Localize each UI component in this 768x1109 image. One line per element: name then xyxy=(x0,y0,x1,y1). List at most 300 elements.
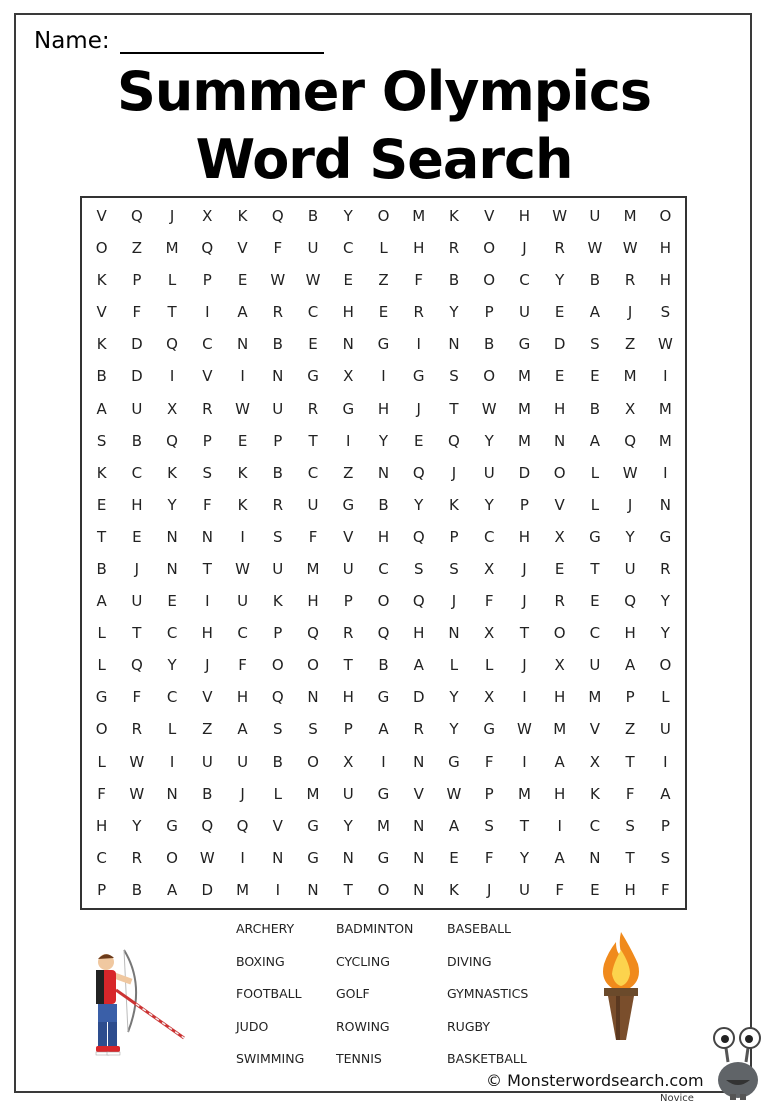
grid-letter[interactable]: J xyxy=(522,592,527,611)
grid-letter[interactable]: U xyxy=(131,399,143,418)
grid-letter[interactable]: O xyxy=(553,624,566,643)
grid-letter[interactable]: B xyxy=(484,335,495,354)
grid-letter[interactable]: P xyxy=(625,688,635,707)
grid-letter[interactable]: H xyxy=(342,303,354,322)
grid-letter[interactable]: R xyxy=(202,399,213,418)
grid-letter[interactable]: T xyxy=(519,624,530,643)
grid-letter[interactable]: N xyxy=(554,431,566,450)
grid-letter[interactable]: Y xyxy=(167,495,177,514)
grid-letter[interactable]: N xyxy=(413,752,425,771)
grid-letter[interactable]: C xyxy=(378,560,389,579)
grid-letter[interactable]: U xyxy=(131,592,143,611)
grid-letter[interactable]: C xyxy=(307,463,319,482)
grid-letter[interactable]: L xyxy=(97,752,106,771)
grid-letter[interactable]: A xyxy=(96,399,107,418)
grid-letter[interactable]: Y xyxy=(484,431,494,450)
grid-letter[interactable]: P xyxy=(97,880,107,899)
grid-letter[interactable]: Y xyxy=(414,495,424,514)
grid-letter[interactable]: C xyxy=(202,335,213,354)
grid-letter[interactable]: I xyxy=(275,880,280,899)
grid-letter[interactable]: Z xyxy=(343,463,354,482)
grid-letter[interactable]: X xyxy=(624,399,636,418)
grid-letter[interactable]: Q xyxy=(624,592,637,611)
grid-letter[interactable]: S xyxy=(484,816,494,835)
grid-letter[interactable]: D xyxy=(131,335,143,354)
grid-letter[interactable]: L xyxy=(485,656,494,675)
grid-letter[interactable]: X xyxy=(484,688,495,707)
grid-letter[interactable]: F xyxy=(484,592,494,611)
grid-letter[interactable]: I xyxy=(557,816,562,835)
grid-letter[interactable]: K xyxy=(237,495,248,514)
grid-letter[interactable]: L xyxy=(273,784,282,803)
grid-letter[interactable]: I xyxy=(240,527,245,546)
grid-letter[interactable]: Y xyxy=(167,656,177,675)
grid-letter[interactable]: Y xyxy=(660,592,670,611)
grid-letter[interactable]: N xyxy=(166,784,178,803)
grid-letter[interactable]: K xyxy=(272,592,283,611)
grid-letter[interactable]: V xyxy=(202,688,213,707)
grid-letter[interactable]: A xyxy=(589,431,601,450)
grid-letter[interactable]: O xyxy=(377,592,390,611)
grid-letter[interactable]: W xyxy=(552,207,568,226)
grid-letter[interactable]: V xyxy=(484,207,495,226)
grid-letter[interactable]: S xyxy=(273,720,283,739)
grid-letter[interactable]: U xyxy=(272,399,284,418)
grid-letter[interactable]: G xyxy=(307,848,319,867)
grid-letter[interactable]: J xyxy=(522,239,527,258)
grid-letter[interactable]: W xyxy=(235,399,250,418)
grid-letter[interactable]: N xyxy=(413,880,425,899)
grid-letter[interactable]: L xyxy=(661,688,670,707)
grid-letter[interactable]: W xyxy=(587,239,603,258)
grid-letter[interactable]: I xyxy=(346,431,351,450)
grid-letter[interactable]: E xyxy=(590,367,600,386)
grid-letter[interactable]: S xyxy=(273,527,283,546)
grid-letter[interactable]: M xyxy=(517,399,531,418)
grid-letter[interactable]: Z xyxy=(378,271,389,290)
grid-letter[interactable]: F xyxy=(132,688,142,707)
grid-letter[interactable]: E xyxy=(343,271,353,290)
grid-letter[interactable]: K xyxy=(449,880,459,899)
grid-letter[interactable]: R xyxy=(272,303,283,322)
grid-letter[interactable]: R xyxy=(272,495,283,514)
grid-letter[interactable]: M xyxy=(553,720,567,739)
grid-letter[interactable]: H xyxy=(518,527,531,546)
grid-letter[interactable]: E xyxy=(96,495,107,514)
grid-letter[interactable]: N xyxy=(448,335,460,354)
grid-letter[interactable]: Y xyxy=(132,816,142,835)
grid-letter[interactable]: N xyxy=(236,335,249,354)
grid-letter[interactable]: S xyxy=(625,816,635,835)
grid-letter[interactable]: Y xyxy=(449,720,459,739)
grid-letter[interactable]: V xyxy=(96,303,107,322)
grid-letter[interactable]: U xyxy=(307,239,319,258)
grid-letter[interactable]: Y xyxy=(343,816,353,835)
grid-letter[interactable]: O xyxy=(307,752,319,771)
grid-letter[interactable]: Q xyxy=(130,656,143,675)
grid-letter[interactable]: G xyxy=(518,335,531,354)
grid-letter[interactable]: Q xyxy=(271,207,284,226)
grid-letter[interactable]: K xyxy=(237,207,248,226)
grid-letter[interactable]: I xyxy=(240,367,245,386)
grid-letter[interactable]: F xyxy=(238,656,247,675)
grid-letter[interactable]: C xyxy=(589,624,601,643)
grid-letter[interactable]: B xyxy=(589,271,601,290)
grid-letter[interactable]: C xyxy=(237,624,248,643)
grid-letter[interactable]: G xyxy=(307,367,319,386)
grid-letter[interactable]: E xyxy=(554,560,565,579)
grid-letter[interactable]: Q xyxy=(624,431,637,450)
grid-letter[interactable]: Y xyxy=(343,207,353,226)
grid-letter[interactable]: P xyxy=(273,624,283,643)
grid-letter[interactable]: H xyxy=(342,688,354,707)
grid-letter[interactable]: O xyxy=(377,880,390,899)
grid-letter[interactable]: R xyxy=(413,303,424,322)
grid-letter[interactable]: B xyxy=(131,431,142,450)
grid-letter[interactable]: B xyxy=(272,463,283,482)
grid-letter[interactable]: C xyxy=(483,527,495,546)
grid-letter[interactable]: K xyxy=(96,271,107,290)
grid-letter[interactable]: I xyxy=(381,752,386,771)
grid-letter[interactable]: C xyxy=(307,303,319,322)
grid-letter[interactable]: C xyxy=(589,816,601,835)
grid-letter[interactable]: Z xyxy=(624,720,636,739)
grid-letter[interactable]: Q xyxy=(412,592,425,611)
grid-letter[interactable]: K xyxy=(237,463,248,482)
grid-letter[interactable]: Q xyxy=(201,239,214,258)
grid-letter[interactable]: H xyxy=(201,624,213,643)
grid-letter[interactable]: H xyxy=(377,399,390,418)
grid-letter[interactable]: M xyxy=(623,207,637,226)
grid-letter[interactable]: Q xyxy=(271,688,284,707)
grid-letter[interactable]: O xyxy=(307,656,319,675)
grid-letter[interactable]: E xyxy=(237,431,248,450)
grid-letter[interactable]: H xyxy=(413,239,425,258)
grid-letter[interactable]: U xyxy=(589,656,601,675)
grid-letter[interactable]: N xyxy=(201,527,213,546)
grid-letter[interactable]: N xyxy=(272,367,284,386)
grid-letter[interactable]: H xyxy=(95,816,108,835)
grid-letter[interactable]: R xyxy=(307,399,319,418)
grid-letter[interactable]: X xyxy=(343,367,354,386)
grid-letter[interactable]: P xyxy=(343,592,353,611)
grid-letter[interactable]: Y xyxy=(660,624,670,643)
grid-letter[interactable]: H xyxy=(554,688,566,707)
grid-letter[interactable]: B xyxy=(272,752,283,771)
grid-letter[interactable]: Z xyxy=(624,335,636,354)
grid-letter[interactable]: J xyxy=(627,303,633,322)
grid-letter[interactable]: A xyxy=(378,720,389,739)
grid-letter[interactable]: E xyxy=(449,848,459,867)
grid-letter[interactable]: A xyxy=(554,752,565,771)
grid-letter[interactable]: F xyxy=(414,271,424,290)
grid-letter[interactable]: C xyxy=(343,239,354,258)
grid-letter[interactable]: I xyxy=(522,688,527,707)
grid-letter[interactable]: N xyxy=(377,463,390,482)
grid-letter[interactable]: M xyxy=(588,688,602,707)
grid-letter[interactable]: P xyxy=(343,720,353,739)
grid-letter[interactable]: A xyxy=(237,303,248,322)
grid-letter[interactable]: C xyxy=(96,848,107,867)
grid-letter[interactable]: X xyxy=(166,399,178,418)
grid-letter[interactable]: P xyxy=(484,784,494,803)
grid-letter[interactable]: V xyxy=(96,207,107,226)
grid-letter[interactable]: F xyxy=(132,303,142,322)
grid-letter[interactable]: W xyxy=(305,271,321,290)
grid-letter[interactable]: B xyxy=(378,495,389,514)
grid-letter[interactable]: V xyxy=(343,527,354,546)
grid-letter[interactable]: R xyxy=(343,624,354,643)
grid-letter[interactable]: E xyxy=(590,880,600,899)
grid-letter[interactable]: L xyxy=(97,656,106,675)
grid-letter[interactable]: G xyxy=(412,367,425,386)
grid-letter[interactable]: P xyxy=(273,431,283,450)
grid-letter[interactable]: M xyxy=(517,367,531,386)
grid-letter[interactable]: Q xyxy=(201,816,214,835)
grid-letter[interactable]: U xyxy=(307,495,319,514)
grid-letter[interactable]: O xyxy=(377,207,390,226)
grid-letter[interactable]: Q xyxy=(377,624,390,643)
grid-letter[interactable]: H xyxy=(413,624,425,643)
grid-letter[interactable]: M xyxy=(658,399,672,418)
grid-letter[interactable]: O xyxy=(483,271,496,290)
grid-letter[interactable]: A xyxy=(237,720,248,739)
grid-letter[interactable]: T xyxy=(343,880,353,899)
grid-letter[interactable]: U xyxy=(237,752,249,771)
grid-letter[interactable]: Z xyxy=(202,720,213,739)
grid-letter[interactable]: O xyxy=(659,656,672,675)
grid-letter[interactable]: H xyxy=(624,880,636,899)
grid-letter[interactable]: H xyxy=(307,592,319,611)
grid-letter[interactable]: L xyxy=(449,656,459,675)
grid-letter[interactable]: P xyxy=(202,431,212,450)
grid-letter[interactable]: J xyxy=(205,656,210,675)
grid-letter[interactable]: F xyxy=(308,527,318,546)
grid-letter[interactable]: R xyxy=(554,239,565,258)
grid-letter[interactable]: A xyxy=(448,816,460,835)
grid-letter[interactable]: K xyxy=(96,463,107,482)
grid-letter[interactable]: W xyxy=(622,463,638,482)
grid-letter[interactable]: N xyxy=(342,335,354,354)
grid-letter[interactable]: G xyxy=(95,688,108,707)
grid-letter[interactable]: H xyxy=(659,271,672,290)
grid-letter[interactable]: U xyxy=(237,592,249,611)
grid-letter[interactable]: Y xyxy=(519,848,530,867)
grid-letter[interactable]: O xyxy=(95,720,108,739)
grid-letter[interactable]: K xyxy=(589,784,600,803)
grid-letter[interactable]: G xyxy=(589,527,601,546)
grid-letter[interactable]: F xyxy=(203,495,212,514)
grid-letter[interactable]: U xyxy=(272,560,284,579)
grid-letter[interactable]: I xyxy=(522,752,527,771)
grid-letter[interactable]: E xyxy=(554,303,565,322)
grid-letter[interactable]: S xyxy=(449,560,459,579)
grid-letter[interactable]: S xyxy=(660,303,671,322)
grid-letter[interactable]: M xyxy=(377,816,390,835)
grid-letter[interactable]: F xyxy=(97,784,106,803)
grid-letter[interactable]: L xyxy=(590,463,600,482)
grid-letter[interactable]: G xyxy=(377,335,390,354)
grid-letter[interactable]: M xyxy=(236,880,250,899)
grid-letter[interactable]: G xyxy=(448,752,460,771)
grid-letter[interactable]: J xyxy=(486,880,492,899)
grid-letter[interactable]: I xyxy=(381,367,386,386)
grid-letter[interactable]: B xyxy=(96,367,107,386)
grid-letter[interactable]: G xyxy=(307,816,319,835)
grid-letter[interactable]: L xyxy=(379,239,388,258)
grid-letter[interactable]: M xyxy=(306,784,320,803)
grid-letter[interactable]: G xyxy=(483,720,495,739)
grid-letter[interactable]: Q xyxy=(448,431,460,450)
grid-letter[interactable]: I xyxy=(205,303,210,322)
grid-letter[interactable]: S xyxy=(308,720,318,739)
grid-letter[interactable]: T xyxy=(132,624,142,643)
grid-letter[interactable]: T xyxy=(590,560,600,579)
grid-letter[interactable]: Y xyxy=(378,431,389,450)
grid-letter[interactable]: D xyxy=(131,367,143,386)
grid-letter[interactable]: H xyxy=(131,495,143,514)
grid-letter[interactable]: H xyxy=(377,527,390,546)
grid-letter[interactable]: J xyxy=(240,784,245,803)
grid-letter[interactable]: G xyxy=(377,784,390,803)
grid-letter[interactable]: U xyxy=(589,207,601,226)
grid-letter[interactable]: B xyxy=(202,784,213,803)
grid-letter[interactable]: I xyxy=(663,463,668,482)
grid-letter[interactable]: P xyxy=(519,495,529,514)
grid-letter[interactable]: J xyxy=(134,560,140,579)
grid-letter[interactable]: B xyxy=(589,399,601,418)
grid-letter[interactable]: E xyxy=(237,271,248,290)
grid-letter[interactable]: N xyxy=(307,688,319,707)
grid-letter[interactable]: U xyxy=(342,784,354,803)
grid-letter[interactable]: I xyxy=(663,752,668,771)
grid-letter[interactable]: T xyxy=(625,752,635,771)
grid-letter[interactable]: S xyxy=(413,560,424,579)
grid-letter[interactable]: K xyxy=(449,207,459,226)
grid-letter[interactable]: W xyxy=(129,784,145,803)
grid-letter[interactable]: G xyxy=(342,495,355,514)
grid-letter[interactable]: Z xyxy=(131,239,142,258)
grid-letter[interactable]: J xyxy=(627,495,633,514)
grid-letter[interactable]: S xyxy=(449,367,459,386)
grid-letter[interactable]: U xyxy=(518,880,530,899)
grid-letter[interactable]: A xyxy=(413,656,424,675)
grid-letter[interactable]: U xyxy=(624,560,636,579)
grid-letter[interactable]: C xyxy=(131,463,143,482)
grid-letter[interactable]: Y xyxy=(555,271,565,290)
grid-letter[interactable]: X xyxy=(343,752,354,771)
grid-letter[interactable]: B xyxy=(378,656,389,675)
grid-letter[interactable]: A xyxy=(589,303,601,322)
grid-letter[interactable]: K xyxy=(449,495,459,514)
grid-letter[interactable]: F xyxy=(661,880,670,899)
grid-letter[interactable]: C xyxy=(166,688,178,707)
grid-letter[interactable]: R xyxy=(131,720,143,739)
grid-letter[interactable]: E xyxy=(590,592,600,611)
grid-letter[interactable]: Y xyxy=(625,527,635,546)
grid-letter[interactable]: V xyxy=(413,784,424,803)
grid-letter[interactable]: W xyxy=(446,784,462,803)
grid-letter[interactable]: J xyxy=(522,560,527,579)
grid-letter[interactable]: O xyxy=(166,848,178,867)
grid-letter[interactable]: K xyxy=(96,335,107,354)
grid-letter[interactable]: P xyxy=(132,271,142,290)
grid-letter[interactable]: O xyxy=(95,239,108,258)
grid-letter[interactable]: X xyxy=(554,527,565,546)
grid-letter[interactable]: O xyxy=(553,463,566,482)
grid-letter[interactable]: B xyxy=(448,271,460,290)
name-line[interactable] xyxy=(120,30,324,54)
grid-letter[interactable]: O xyxy=(271,656,284,675)
grid-letter[interactable]: M xyxy=(517,784,531,803)
grid-letter[interactable]: Y xyxy=(449,303,459,322)
grid-letter[interactable]: B xyxy=(131,880,142,899)
grid-letter[interactable]: T xyxy=(519,816,530,835)
grid-letter[interactable]: I xyxy=(663,367,668,386)
grid-letter[interactable]: N xyxy=(272,848,284,867)
grid-letter[interactable]: U xyxy=(342,560,354,579)
grid-letter[interactable]: Q xyxy=(412,527,425,546)
grid-letter[interactable]: Q xyxy=(236,816,249,835)
grid-letter[interactable]: Q xyxy=(307,624,319,643)
grid-letter[interactable]: L xyxy=(167,720,177,739)
grid-letter[interactable]: N xyxy=(307,880,319,899)
grid-letter[interactable]: L xyxy=(590,495,600,514)
grid-letter[interactable]: X xyxy=(554,656,565,675)
grid-letter[interactable]: A xyxy=(660,784,671,803)
grid-letter[interactable]: Y xyxy=(484,495,494,514)
grid-letter[interactable]: C xyxy=(519,271,530,290)
grid-letter[interactable]: U xyxy=(201,752,213,771)
grid-letter[interactable]: Q xyxy=(166,431,178,450)
grid-letter[interactable]: W xyxy=(657,335,673,354)
grid-letter[interactable]: E xyxy=(413,431,424,450)
grid-letter[interactable]: N xyxy=(413,816,425,835)
grid-letter[interactable]: B xyxy=(272,335,283,354)
grid-letter[interactable]: D xyxy=(412,688,425,707)
grid-letter[interactable]: R xyxy=(131,848,143,867)
grid-letter[interactable]: J xyxy=(522,656,527,675)
grid-letter[interactable]: T xyxy=(97,527,107,546)
grid-letter[interactable]: I xyxy=(169,752,175,771)
grid-letter[interactable]: S xyxy=(96,431,107,450)
grid-letter[interactable]: L xyxy=(97,624,106,643)
grid-letter[interactable]: G xyxy=(377,688,390,707)
grid-letter[interactable]: G xyxy=(659,527,672,546)
grid-letter[interactable]: J xyxy=(451,592,457,611)
grid-letter[interactable]: O xyxy=(483,239,496,258)
grid-letter[interactable]: W xyxy=(270,271,286,290)
grid-letter[interactable]: G xyxy=(166,816,178,835)
grid-letter[interactable]: T xyxy=(202,560,212,579)
grid-letter[interactable]: V xyxy=(202,367,213,386)
grid-letter[interactable]: A xyxy=(166,880,178,899)
grid-letter[interactable]: D xyxy=(553,335,566,354)
grid-letter[interactable]: X xyxy=(484,624,495,643)
grid-letter[interactable]: A xyxy=(554,848,565,867)
grid-letter[interactable]: F xyxy=(625,784,635,803)
grid-letter[interactable]: V xyxy=(272,816,283,835)
grid-letter[interactable]: W xyxy=(235,560,250,579)
grid-letter[interactable]: S xyxy=(660,848,671,867)
grid-letter[interactable]: A xyxy=(625,656,636,675)
grid-letter[interactable]: T xyxy=(343,656,353,675)
grid-letter[interactable]: M xyxy=(517,431,531,450)
grid-letter[interactable]: P xyxy=(660,816,670,835)
grid-letter[interactable]: H xyxy=(554,399,566,418)
grid-letter[interactable]: J xyxy=(451,463,457,482)
grid-letter[interactable]: E xyxy=(554,367,565,386)
